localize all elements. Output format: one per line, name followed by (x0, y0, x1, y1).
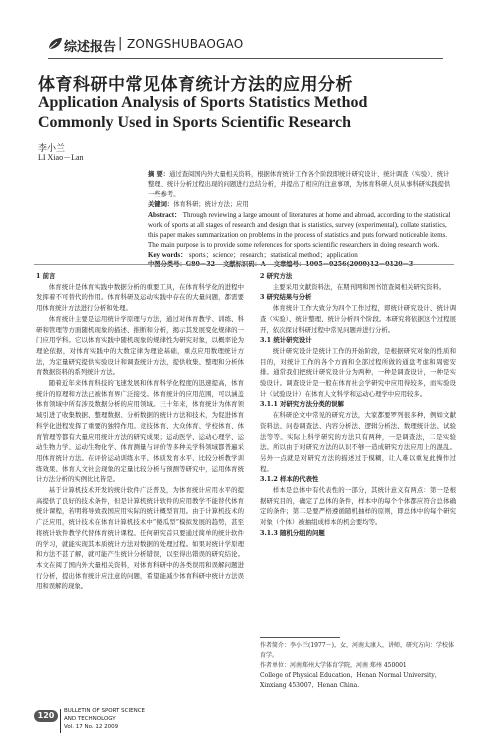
heading-introduction: 1 前言 (36, 272, 56, 280)
author-en: LI Xiao－Lan (38, 153, 84, 162)
keywords-en (148, 250, 453, 260)
abstract-en-label: Abstract： (148, 211, 182, 219)
author-footnote (260, 641, 456, 691)
heading-results: 3 研究结果与分析 (260, 293, 312, 302)
section-separator: | (118, 36, 123, 51)
author-unit-en: College of Physical Education，Henan Normal University，Xinxiang 453007，Henan China. (260, 672, 441, 689)
keywords-en-label: Key words： (148, 251, 188, 259)
section-leaf-icon (47, 37, 63, 51)
classification-line (148, 260, 453, 270)
abstract-en (148, 210, 453, 250)
abstract-cn (148, 170, 453, 200)
page-number: 120 (34, 710, 58, 722)
heading-3-1-1: 3.1.1 对研究方法分类的误解 (260, 400, 344, 409)
keywords-en-text: sports；science；research；statistical method；application (188, 251, 358, 259)
abstract-cn-text: 通过查阅国内外大量相关资料，根据体育统计工作各个阶段即统计研究设计、统计调查（实验）、统计整理、统计分析过程出现的问题进行总结分析，并提出了相应的注意事项，为体育科研人员从事科研实践提供一些参考。 (148, 171, 451, 198)
abstract-rule (34, 264, 454, 265)
heading-3-1-3: 3.1.3 随机分组的问题 (260, 528, 325, 537)
keywords-cn-label: 关键词： (148, 201, 174, 208)
journal-line-2: AND TECHNOLOGY (64, 716, 116, 722)
title-en-line1: Application Analysis of Sports Statistics Method (38, 94, 368, 111)
author-cn: 李小兰 (38, 144, 66, 154)
footnote-rule (260, 637, 340, 638)
heading-3-1-2: 3.1.2 样本的代表性 (260, 475, 319, 484)
abstract-block (148, 170, 453, 270)
body-column-right (260, 271, 456, 539)
footer-divider (60, 709, 61, 733)
journal-line-1: BULLETIN OF SPORT SCIENCE (64, 708, 146, 714)
heading-methods: 2 研究方法 (260, 272, 293, 280)
paragraph: 体育统计主要是运用统计学原理与方法，通过对体育教学、训练、科研和管理等方面随机现象的描述、推断和分析，揭示其发展变化规律的一门应用学科。它以体育实践中随机现象的规律性为研究对象，以概率论为理论依据，对体育实践中的大数定律为理论基础，重点应用数理统计方法，为定量研究提供实验设计和调查统计方法，提供收集、整理和分析体育数据资料的系列统计方法。 (36, 314, 244, 377)
keywords-cn (148, 200, 453, 210)
paragraph: 基于计算机技术开发的统计软件广泛普及，为体育统计应用水平的提高提供了良好的技术条件，但是计算机统计软件的应用教学不能替代体育统计课程，若明将导致我国应用实际的统计概型盲用。由于计算机技术的广泛应用，统计技术在体育计算机技术中“傻瓜型”模拟发展的趋势，甚至将统计软件教学代替体育统计课程。任何研究首只要通过简单的统计软件的学习，就能实现其本质统计方法对数据的处理过程。如果对统计学原理和方法不甚了解，就可能产生统计分析错误，以至得出错误的研究结论。本文在阅了国内外大量相关资料，对体育科研中的各类误用和误解问题进行分析，提出体育统计应注意的问题，希望能减少体育科研中统计方法误用和误解的现象。 (36, 486, 244, 591)
paragraph: 主要采用文献资料法，在期刊网和图书馆查阅相关研究资料。 (272, 282, 446, 291)
body-column-left (36, 271, 244, 592)
journal-name (64, 707, 145, 731)
paragraph: 随着近年来体育科技的飞速发展和体育科学化程度的迅速提高，体育统计的原理和方法已被体育界广泛接受。体育统计的应用范围，可以涵盖体育领域中所有涉及数据分析的应用领域。三十年来，体育统计为体育领域引进了收集数据、整理数据、分析数据的统计方法和技术，为促进体育科学化进程发挥了重要的独特作用。竞技体育、大众体育、学校体育、体育管理等都有大量应用统计方法的研究成果；运动医学、运动心理学、运动生物力学、运动生物化学、体育测量与评价等多种关学科领域都普遍采用体育统计方法。在评价运动训练水平、体质发育水平、比较分析教学训练效果、体育人文社会现象的定量比较分析与预测等研究中，运用体育统计方法分析的实例比比皆是。 (36, 379, 244, 484)
paragraph: 样本是总体中有代表性的一部分，其统计意义有两点：第一是根据研究目的，确定了总体的条件，样本中的每个个体都应符合总体确定的条件；第二是要严格遵循随机抽样的原则，即总体中的每个研究对象（个体）被抽组成样本的机会要均等。 (260, 486, 456, 527)
abstract-en-text: Through reviewing a large amount of literatures at home and abroad, according to the statistical work of sports at all stages of research and design that is statistics, survey (experimental), collate statistics, this paper makes summarization on problems in the process of statistics and puts forward noticeable items. The main purpose is to provide some references for sports scientific researchers in doing research work. (148, 211, 451, 249)
abstract-cn-label: 摘 要： (148, 171, 170, 178)
paragraph: 体育统计是体育实践中数据分析的重要工具，在体育科学化的进程中发挥着不可替代的作用。体育科研及运动实践中存在的大量问题，都需要用体育统计方法进行分析和处理。 (36, 282, 244, 313)
paragraph: 体育统计工作大致分为四个工作过程，即统计研究设计、统计调查（实验）、统计整理、统计分析四个阶段。本研究将依据这个过程展开，依次探讨科研过程中常见问题并进行分析。 (260, 304, 456, 334)
section-label-en: ZONGSHUBAOGAO (127, 37, 244, 51)
keywords-cn-text: 体育科研；统计方法；应用 (173, 201, 249, 208)
author-unit-cn: 作者单位：河南郑州大学体育学院，河南 郑州 450001 (260, 662, 407, 669)
header-rule (48, 58, 443, 59)
section-label-cn: 综述报告 (64, 40, 117, 55)
title-en-line2: Commonly Used in Sports Scientific Research (38, 114, 352, 131)
journal-issue: Vol. 17 No. 12 2009 (64, 724, 119, 730)
title-cn: 体育科研中常见体育统计方法的应用分析 (38, 75, 353, 95)
paragraph: 在科研论文中常见的研究方法，大家都要罗列很多种，例如文献资料法、问卷调查法、内容分析法、逻辑分析法、数理统计法、试验法等等。实际上科学研究的方法只有两种，一是调查法，二是实验法。所以由于对研究方法的认识不够一造成研究方法应用上的混乱。另外一点就是对研究方法的描述过于模糊，让人难以重复此操作过程。 (260, 411, 456, 473)
heading-3-1: 3.1 统计研究设计 (260, 336, 312, 345)
paragraph: 统计研究设计是统计工作的开始阶段，是根据研究对象的性质和目的，对统计工作的各个方面和全部过程所做的通盘考虑和周密安排。通常我们把统计研究设计分为两种，一种是调查设计，一种是实验设计。调查设计是一般在体育社会学研究中应用得较多，而实验设计（试验设计）在体育人文科学和运动心理学中应用较多。 (260, 346, 456, 398)
author-info: 作者简介：李小兰(1977－)，女，河南太康人，讲师，研究方向：学校体育学。 (260, 642, 454, 659)
